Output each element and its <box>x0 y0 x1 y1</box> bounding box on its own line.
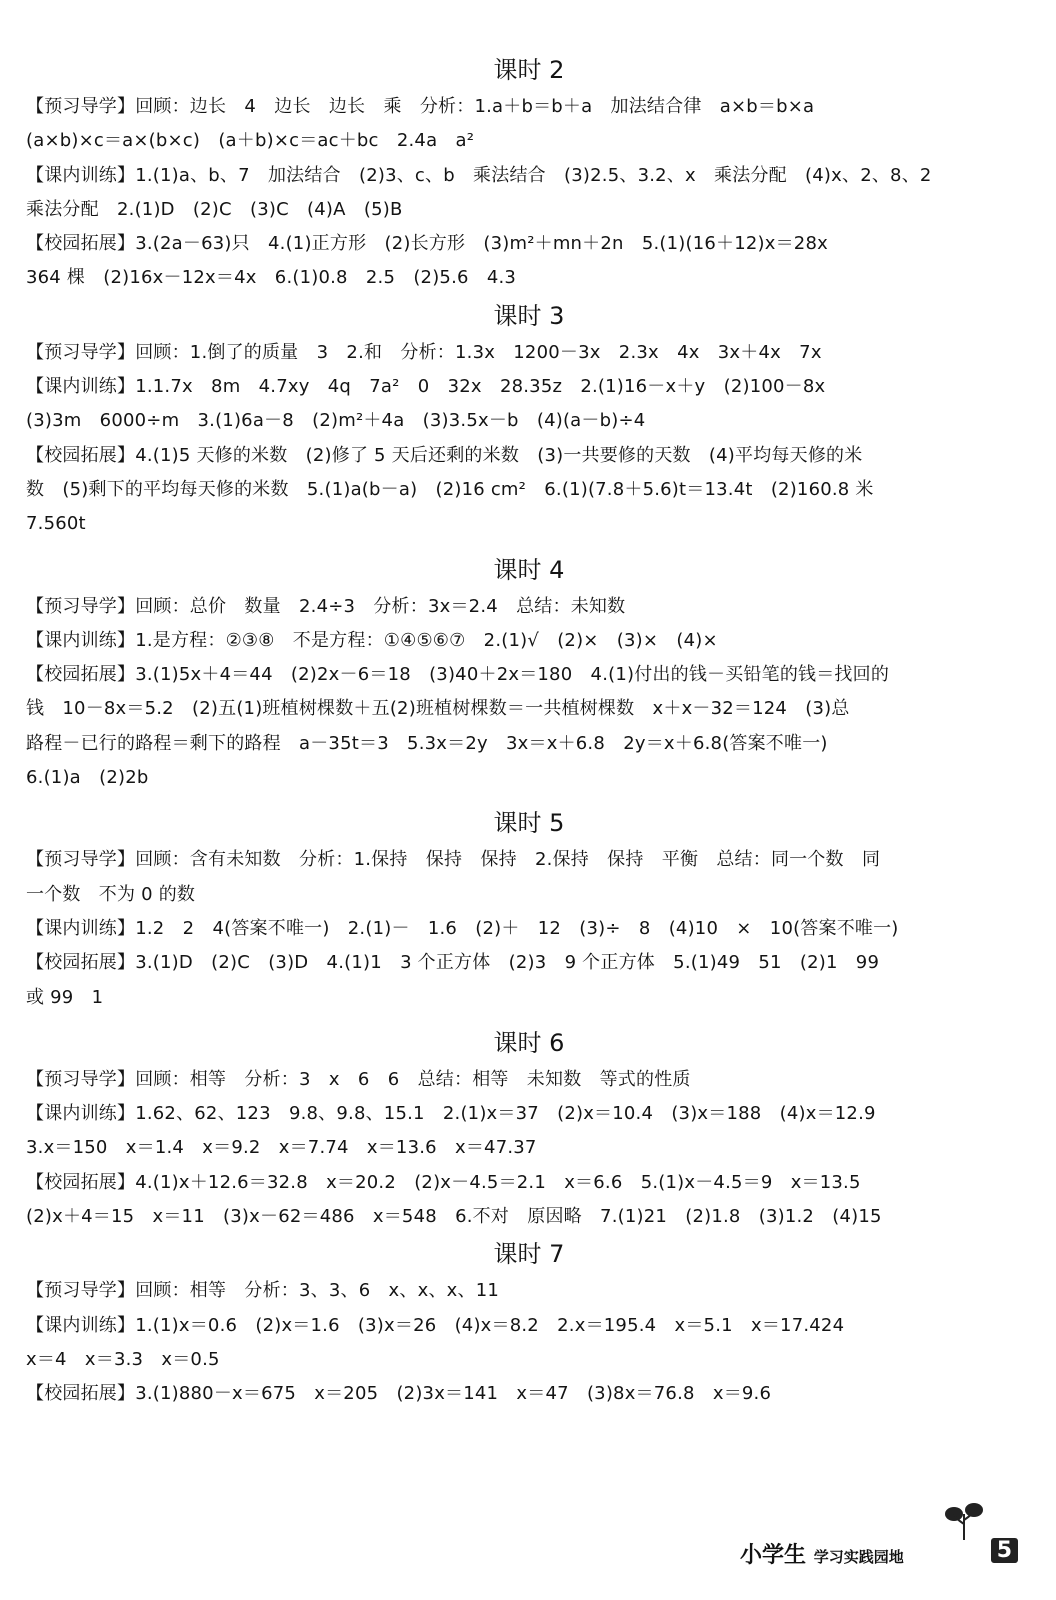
answer-line: 数 (5)剩下的平均每天修的米数 5.(1)a(b－a) (2)16 cm² 6.(1)(7.8＋5.6)t＝13.4t (2)160.8 米 <box>26 478 874 500</box>
answer-line: 【预习导学】回顾：边长 4 边长 边长 乘 分析：1.a＋b＝b＋a 加法结合律 a×b＝b×a <box>26 96 815 117</box>
answer-line: 6.(1)a (2)2b <box>26 767 149 789</box>
lesson-6 <box>26 1023 1032 1234</box>
answer-line: 【课内训练】1.62、62、123 9.8、9.8、15.1 2.(1)x＝37 (2)x＝10.4 (3)x＝188 (4)x＝12.9 <box>26 1103 876 1125</box>
answer-line: 【预习导学】回顾：相等 分析：3、3、6 x、x、x、11 <box>26 1280 500 1302</box>
answer-line: 7.560t <box>26 513 86 535</box>
lesson-2 <box>26 50 1032 296</box>
answer-line: 一个数 不为 0 的数 <box>26 883 196 905</box>
brand-name <box>740 1538 904 1569</box>
answer-line: 【预习导学】回顾：相等 分析：3 x 6 6 总结：相等 未知数 等式的性质 <box>26 1068 691 1090</box>
answer-line: 【预习导学】回顾：总价 数量 2.4÷3 分析：3x＝2.4 总结：未知数 <box>26 595 626 617</box>
plant-icon <box>940 1500 988 1542</box>
answer-line: 【课内训练】1.1.7x 8m 4.7xy 4q 7a² 0 32x 28.35z 2.(1)16－x＋y (2)100－8x <box>26 376 826 398</box>
answer-line: 【预习导学】回顾：1.倒了的质量 3 2.和 分析：1.3x 1200－3x 2.3x 4x 3x＋4x 7x <box>26 341 822 363</box>
page-footer <box>740 1500 1040 1590</box>
brand-title: 小学生 <box>740 1543 807 1568</box>
answer-line: 【校园拓展】4.(1)5 天修的米数 (2)修了 5 天后还剩的米数 (3)一共要修的天数 (4)平均每天修的米 <box>26 444 863 466</box>
answer-line: x＝4 x＝3.3 x＝0.5 <box>26 1348 220 1370</box>
lesson-7 <box>26 1234 1032 1411</box>
answer-line: 【校园拓展】3.(1)5x＋4＝44 (2)2x－6＝18 (3)40＋2x＝180 4.(1)付出的钱－买铅笔的钱＝找回的 <box>26 664 890 686</box>
lesson-4 <box>26 550 1032 796</box>
answer-line: 或 99 1 <box>26 986 104 1008</box>
answer-line: 【校园拓展】3.(2a－63)只 4.(1)正方形 (2)长方形 (3)m²＋mn＋2n 5.(1)(16＋12)x＝28x <box>26 233 828 255</box>
answer-line: 【课内训练】1.(1)a、b、7 加法结合 (2)3、c、b 乘法结合 (3)2.5、3.2、x 乘法分配 (4)x、2、8、2 <box>26 164 932 186</box>
lesson-title: 课时 2 <box>493 56 565 84</box>
answer-line: 路程－已行的路程＝剩下的路程 a－35t＝3 5.3x＝2y 3x＝x＋6.8 2y＝x＋6.8(答案不唯一) <box>26 732 828 754</box>
lesson-5 <box>26 803 1032 1014</box>
answer-line: 【校园拓展】3.(1)880－x＝675 x＝205 (2)3x＝141 x＝47 (3)8x＝76.8 x＝9.6 <box>26 1383 772 1405</box>
answer-line: 【校园拓展】3.(1)D (2)C (3)D 4.(1)1 3 个正方体 (2)3 9 个正方体 5.(1)49 51 (2)1 99 <box>26 952 880 974</box>
answer-line: 【课内训练】1.(1)x＝0.6 (2)x＝1.6 (3)x＝26 (4)x＝8.2 2.x＝195.4 x＝5.1 x＝17.424 <box>26 1314 845 1336</box>
answer-line: 【课内训练】1.是方程：②③⑧ 不是方程：①④⑤⑥⑦ 2.(1)√ (2)× (3)× (4)× <box>26 629 718 651</box>
lesson-title: 课时 6 <box>493 1028 565 1057</box>
answer-line: 3.x＝150 x＝1.4 x＝9.2 x＝7.74 x＝13.6 x＝47.37 <box>26 1137 537 1159</box>
answer-line: 钱 10－8x＝5.2 (2)五(1)班植树棵数＋五(2)班植树棵数＝一共植树棵数 x＋x－32＝124 (3)总 <box>26 698 850 720</box>
answer-line: (3)3m 6000÷m 3.(1)6a－8 (2)m²＋4a (3)3.5x－b (4)(a－b)÷4 <box>26 410 646 432</box>
answer-sheet <box>26 50 1032 1412</box>
answer-line: 364 棵 (2)16x－12x＝4x 6.(1)0.8 2.5 (2)5.6 4.3 <box>26 267 517 289</box>
lesson-3 <box>26 296 1032 542</box>
answer-line: 【课内训练】1.2 2 4(答案不唯一) 2.(1)－ 1.6 (2)＋ 12 (3)÷ 8 (4)10 × 10(答案不唯一) <box>26 917 899 939</box>
lesson-title: 课时 4 <box>493 555 565 584</box>
answer-line: 【校园拓展】4.(1)x＋12.6＝32.8 x＝20.2 (2)x－4.5＝2.1 x＝6.6 5.(1)x－4.5＝9 x＝13.5 <box>26 1171 861 1193</box>
page-number: 5 <box>991 1538 1018 1563</box>
lesson-title: 课时 5 <box>493 809 565 838</box>
lesson-title: 课时 3 <box>493 301 565 330</box>
answer-line: 乘法分配 2.(1)D (2)C (3)C (4)A (5)B <box>26 198 403 220</box>
brand-subtitle: 学习实践园地 <box>813 1548 904 1566</box>
lesson-title: 课时 7 <box>493 1240 565 1269</box>
answer-line: (a×b)×c＝a×(b×c) (a＋b)×c＝ac＋bc 2.4a a² <box>26 130 475 152</box>
answer-line: 【预习导学】回顾：含有未知数 分析：1.保持 保持 保持 2.保持 保持 平衡 总结：同一个数 同 <box>26 849 881 871</box>
answer-line: (2)x＋4＝15 x＝11 (3)x－62＝486 x＝548 6.不对 原因略 7.(1)21 (2)1.8 (3)1.2 (4)15 <box>26 1206 882 1228</box>
